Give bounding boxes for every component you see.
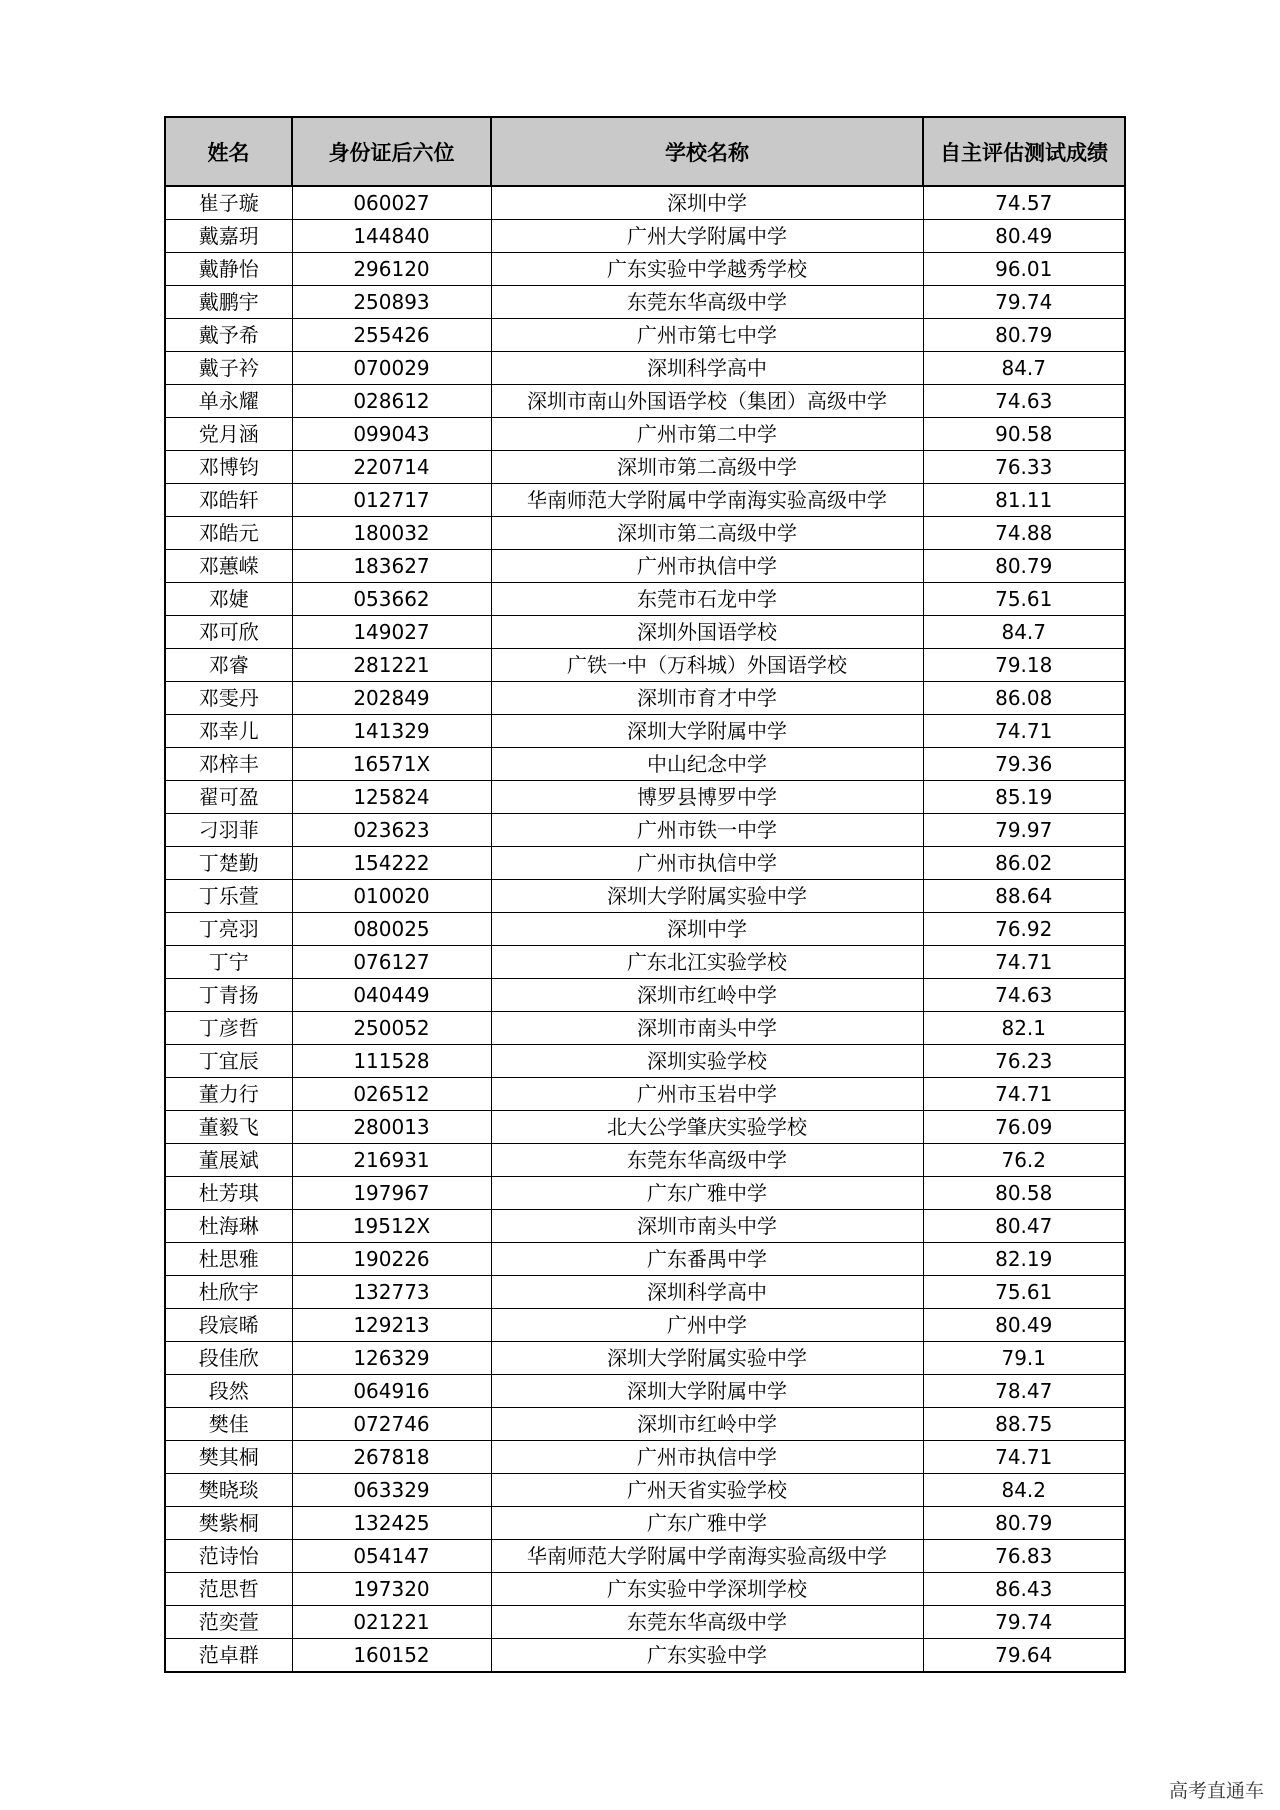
table-row: [165, 253, 1125, 286]
table-row: [165, 550, 1125, 583]
cell-name: 樊晓琰: [165, 1474, 292, 1507]
cell-school-name: 深圳外国语学校: [491, 616, 923, 649]
table-row: [165, 1507, 1125, 1540]
cell-id-last-six: 183627: [292, 550, 491, 583]
cell-school-name: 广铁一中（万科城）外国语学校: [491, 649, 923, 682]
cell-id-last-six: 099043: [292, 418, 491, 451]
cell-id-last-six: 080025: [292, 913, 491, 946]
cell-score: 76.23: [923, 1045, 1125, 1078]
cell-id-last-six: 026512: [292, 1078, 491, 1111]
table-row: [165, 1309, 1125, 1342]
cell-name: 邓可欣: [165, 616, 292, 649]
cell-name: 邓皓轩: [165, 484, 292, 517]
cell-school-name: 深圳实验学校: [491, 1045, 923, 1078]
cell-name: 戴予希: [165, 319, 292, 352]
table-row: [165, 1243, 1125, 1276]
cell-id-last-six: 023623: [292, 814, 491, 847]
cell-id-last-six: 021221: [292, 1606, 491, 1639]
table-row: [165, 1375, 1125, 1408]
cell-id-last-six: 202849: [292, 682, 491, 715]
cell-score: 79.64: [923, 1639, 1125, 1673]
table-row: [165, 352, 1125, 385]
cell-school-name: 深圳大学附属实验中学: [491, 880, 923, 913]
cell-id-last-six: 267818: [292, 1441, 491, 1474]
table-row: [165, 220, 1125, 253]
cell-score: 79.74: [923, 286, 1125, 319]
cell-name: 崔子璇: [165, 186, 292, 220]
cell-name: 段佳欣: [165, 1342, 292, 1375]
cell-id-last-six: 028612: [292, 385, 491, 418]
table-row: [165, 649, 1125, 682]
table-row: [165, 1540, 1125, 1573]
cell-school-name: 深圳市育才中学: [491, 682, 923, 715]
cell-school-name: 深圳市红岭中学: [491, 1408, 923, 1441]
cell-school-name: 广州天省实验学校: [491, 1474, 923, 1507]
cell-score: 86.02: [923, 847, 1125, 880]
cell-id-last-six: 111528: [292, 1045, 491, 1078]
cell-name: 翟可盈: [165, 781, 292, 814]
cell-id-last-six: 154222: [292, 847, 491, 880]
table-row: [165, 186, 1125, 220]
cell-school-name: 广州市铁一中学: [491, 814, 923, 847]
cell-score: 86.43: [923, 1573, 1125, 1606]
cell-score: 80.79: [923, 1507, 1125, 1540]
score-table: [164, 116, 1126, 1673]
cell-name: 杜芳琪: [165, 1177, 292, 1210]
cell-school-name: 广州市玉岩中学: [491, 1078, 923, 1111]
cell-school-name: 华南师范大学附属中学南海实验高级中学: [491, 1540, 923, 1573]
watermark-text: 高考直通车: [1168, 1780, 1264, 1802]
cell-name: 丁彦哲: [165, 1012, 292, 1045]
cell-score: 76.09: [923, 1111, 1125, 1144]
cell-name: 杜欣宇: [165, 1276, 292, 1309]
cell-score: 84.2: [923, 1474, 1125, 1507]
cell-id-last-six: 063329: [292, 1474, 491, 1507]
cell-id-last-six: 180032: [292, 517, 491, 550]
cell-school-name: 广东广雅中学: [491, 1177, 923, 1210]
cell-id-last-six: 072746: [292, 1408, 491, 1441]
cell-school-name: 广东番禺中学: [491, 1243, 923, 1276]
cell-id-last-six: 19512X: [292, 1210, 491, 1243]
cell-school-name: 广州市第七中学: [491, 319, 923, 352]
table-row: [165, 451, 1125, 484]
cell-name: 刁羽菲: [165, 814, 292, 847]
cell-name: 董展斌: [165, 1144, 292, 1177]
cell-school-name: 深圳中学: [491, 186, 923, 220]
cell-school-name: 深圳大学附属中学: [491, 715, 923, 748]
cell-name: 丁乐萱: [165, 880, 292, 913]
cell-school-name: 中山纪念中学: [491, 748, 923, 781]
cell-score: 86.08: [923, 682, 1125, 715]
cell-name: 邓雯丹: [165, 682, 292, 715]
cell-score: 75.61: [923, 583, 1125, 616]
cell-school-name: 广东实验中学越秀学校: [491, 253, 923, 286]
cell-id-last-six: 126329: [292, 1342, 491, 1375]
table-row: [165, 1276, 1125, 1309]
cell-id-last-six: 144840: [292, 220, 491, 253]
cell-id-last-six: 070029: [292, 352, 491, 385]
cell-name: 丁亮羽: [165, 913, 292, 946]
table-row: [165, 682, 1125, 715]
cell-score: 80.58: [923, 1177, 1125, 1210]
table-row: [165, 1441, 1125, 1474]
cell-school-name: 深圳大学附属实验中学: [491, 1342, 923, 1375]
cell-school-name: 深圳市南头中学: [491, 1210, 923, 1243]
cell-id-last-six: 280013: [292, 1111, 491, 1144]
table-body: [165, 186, 1125, 1672]
table-row: [165, 385, 1125, 418]
table-row: [165, 1408, 1125, 1441]
cell-school-name: 深圳大学附属中学: [491, 1375, 923, 1408]
cell-name: 丁青扬: [165, 979, 292, 1012]
cell-name: 邓梓丰: [165, 748, 292, 781]
cell-id-last-six: 16571X: [292, 748, 491, 781]
table-row: [165, 715, 1125, 748]
cell-score: 79.36: [923, 748, 1125, 781]
table-row: [165, 484, 1125, 517]
table-row: [165, 913, 1125, 946]
cell-name: 范诗怡: [165, 1540, 292, 1573]
cell-name: 樊佳: [165, 1408, 292, 1441]
table-row: [165, 1012, 1125, 1045]
cell-name: 樊紫桐: [165, 1507, 292, 1540]
cell-name: 丁宁: [165, 946, 292, 979]
cell-name: 邓博钧: [165, 451, 292, 484]
cell-school-name: 深圳市第二高级中学: [491, 517, 923, 550]
cell-school-name: 深圳市南头中学: [491, 1012, 923, 1045]
cell-score: 74.71: [923, 715, 1125, 748]
table-row: [165, 814, 1125, 847]
cell-score: 84.7: [923, 352, 1125, 385]
cell-score: 76.83: [923, 1540, 1125, 1573]
table-row: [165, 517, 1125, 550]
cell-name: 杜思雅: [165, 1243, 292, 1276]
table-row: [165, 1639, 1125, 1673]
cell-id-last-six: 197967: [292, 1177, 491, 1210]
cell-name: 邓蕙嵘: [165, 550, 292, 583]
cell-school-name: 广州中学: [491, 1309, 923, 1342]
cell-score: 79.1: [923, 1342, 1125, 1375]
cell-name: 范思哲: [165, 1573, 292, 1606]
cell-school-name: 深圳市红岭中学: [491, 979, 923, 1012]
cell-score: 74.71: [923, 1078, 1125, 1111]
cell-school-name: 深圳中学: [491, 913, 923, 946]
cell-id-last-six: 250893: [292, 286, 491, 319]
table-row: [165, 1474, 1125, 1507]
cell-id-last-six: 125824: [292, 781, 491, 814]
cell-id-last-six: 060027: [292, 186, 491, 220]
cell-name: 段宸晞: [165, 1309, 292, 1342]
cell-name: 范卓群: [165, 1639, 292, 1673]
cell-school-name: 广东实验中学深圳学校: [491, 1573, 923, 1606]
cell-score: 74.63: [923, 385, 1125, 418]
cell-school-name: 东莞东华高级中学: [491, 1606, 923, 1639]
cell-name: 杜海琳: [165, 1210, 292, 1243]
cell-name: 董毅飞: [165, 1111, 292, 1144]
cell-id-last-six: 141329: [292, 715, 491, 748]
cell-id-last-six: 129213: [292, 1309, 491, 1342]
cell-score: 84.7: [923, 616, 1125, 649]
cell-score: 80.47: [923, 1210, 1125, 1243]
cell-school-name: 博罗县博罗中学: [491, 781, 923, 814]
cell-name: 戴静怡: [165, 253, 292, 286]
table-row: [165, 286, 1125, 319]
cell-id-last-six: 012717: [292, 484, 491, 517]
cell-id-last-six: 197320: [292, 1573, 491, 1606]
cell-score: 79.18: [923, 649, 1125, 682]
cell-id-last-six: 250052: [292, 1012, 491, 1045]
cell-school-name: 华南师范大学附属中学南海实验高级中学: [491, 484, 923, 517]
cell-name: 戴鹏宇: [165, 286, 292, 319]
cell-name: 邓睿: [165, 649, 292, 682]
table-row: [165, 1573, 1125, 1606]
cell-school-name: 广州市第二中学: [491, 418, 923, 451]
cell-school-name: 东莞东华高级中学: [491, 1144, 923, 1177]
cell-score: 96.01: [923, 253, 1125, 286]
table-row: [165, 1078, 1125, 1111]
table-row: [165, 1210, 1125, 1243]
header-id-last-six: 身份证后六位: [292, 117, 491, 186]
cell-id-last-six: 281221: [292, 649, 491, 682]
cell-id-last-six: 160152: [292, 1639, 491, 1673]
cell-score: 88.75: [923, 1408, 1125, 1441]
cell-name: 邓皓元: [165, 517, 292, 550]
cell-school-name: 广州市执信中学: [491, 1441, 923, 1474]
cell-name: 丁宜辰: [165, 1045, 292, 1078]
cell-score: 82.1: [923, 1012, 1125, 1045]
table-row: [165, 1111, 1125, 1144]
cell-score: 79.97: [923, 814, 1125, 847]
cell-id-last-six: 132425: [292, 1507, 491, 1540]
cell-id-last-six: 220714: [292, 451, 491, 484]
cell-id-last-six: 054147: [292, 1540, 491, 1573]
table-row: [165, 1045, 1125, 1078]
table-row: [165, 979, 1125, 1012]
cell-school-name: 深圳市南山外国语学校（集团）高级中学: [491, 385, 923, 418]
table-row: [165, 616, 1125, 649]
cell-score: 74.88: [923, 517, 1125, 550]
table-row: [165, 1144, 1125, 1177]
table-header-row: [165, 117, 1125, 186]
cell-score: 74.57: [923, 186, 1125, 220]
cell-id-last-six: 132773: [292, 1276, 491, 1309]
table-row: [165, 1606, 1125, 1639]
cell-school-name: 广东北江实验学校: [491, 946, 923, 979]
cell-score: 79.74: [923, 1606, 1125, 1639]
cell-id-last-six: 216931: [292, 1144, 491, 1177]
cell-score: 88.64: [923, 880, 1125, 913]
header-school-name: 学校名称: [491, 117, 923, 186]
cell-school-name: 东莞市石龙中学: [491, 583, 923, 616]
cell-school-name: 深圳科学高中: [491, 1276, 923, 1309]
cell-id-last-six: 040449: [292, 979, 491, 1012]
cell-score: 75.61: [923, 1276, 1125, 1309]
cell-score: 74.63: [923, 979, 1125, 1012]
cell-score: 74.71: [923, 1441, 1125, 1474]
table-row: [165, 319, 1125, 352]
cell-school-name: 广州大学附属中学: [491, 220, 923, 253]
header-score: 自主评估测试成绩: [923, 117, 1125, 186]
cell-name: 董力行: [165, 1078, 292, 1111]
cell-score: 80.49: [923, 220, 1125, 253]
cell-name: 邓幸儿: [165, 715, 292, 748]
cell-id-last-six: 053662: [292, 583, 491, 616]
cell-name: 樊其桐: [165, 1441, 292, 1474]
cell-id-last-six: 296120: [292, 253, 491, 286]
cell-id-last-six: 010020: [292, 880, 491, 913]
cell-school-name: 东莞东华高级中学: [491, 286, 923, 319]
cell-id-last-six: 255426: [292, 319, 491, 352]
cell-school-name: 广东实验中学: [491, 1639, 923, 1673]
table-row: [165, 1342, 1125, 1375]
cell-score: 80.49: [923, 1309, 1125, 1342]
cell-school-name: 广州市执信中学: [491, 847, 923, 880]
header-name: 姓名: [165, 117, 292, 186]
cell-school-name: 北大公学肇庆实验学校: [491, 1111, 923, 1144]
table-row: [165, 781, 1125, 814]
cell-score: 90.58: [923, 418, 1125, 451]
cell-school-name: 广州市执信中学: [491, 550, 923, 583]
cell-name: 单永耀: [165, 385, 292, 418]
table-row: [165, 946, 1125, 979]
cell-id-last-six: 064916: [292, 1375, 491, 1408]
cell-score: 85.19: [923, 781, 1125, 814]
table-row: [165, 880, 1125, 913]
cell-score: 76.33: [923, 451, 1125, 484]
cell-score: 82.19: [923, 1243, 1125, 1276]
cell-id-last-six: 076127: [292, 946, 491, 979]
cell-name: 丁楚勤: [165, 847, 292, 880]
cell-name: 党月涵: [165, 418, 292, 451]
cell-name: 范奕萱: [165, 1606, 292, 1639]
cell-score: 80.79: [923, 319, 1125, 352]
table-row: [165, 748, 1125, 781]
cell-score: 74.71: [923, 946, 1125, 979]
table-row: [165, 847, 1125, 880]
cell-score: 80.79: [923, 550, 1125, 583]
score-sheet: [164, 116, 1124, 1673]
table-row: [165, 1177, 1125, 1210]
cell-school-name: 深圳市第二高级中学: [491, 451, 923, 484]
cell-score: 76.92: [923, 913, 1125, 946]
table-row: [165, 418, 1125, 451]
cell-name: 戴子衿: [165, 352, 292, 385]
cell-school-name: 深圳科学高中: [491, 352, 923, 385]
cell-score: 76.2: [923, 1144, 1125, 1177]
cell-score: 78.47: [923, 1375, 1125, 1408]
cell-id-last-six: 190226: [292, 1243, 491, 1276]
cell-name: 邓婕: [165, 583, 292, 616]
cell-name: 段然: [165, 1375, 292, 1408]
table-row: [165, 583, 1125, 616]
cell-name: 戴嘉玥: [165, 220, 292, 253]
cell-score: 81.11: [923, 484, 1125, 517]
cell-school-name: 广东广雅中学: [491, 1507, 923, 1540]
cell-id-last-six: 149027: [292, 616, 491, 649]
